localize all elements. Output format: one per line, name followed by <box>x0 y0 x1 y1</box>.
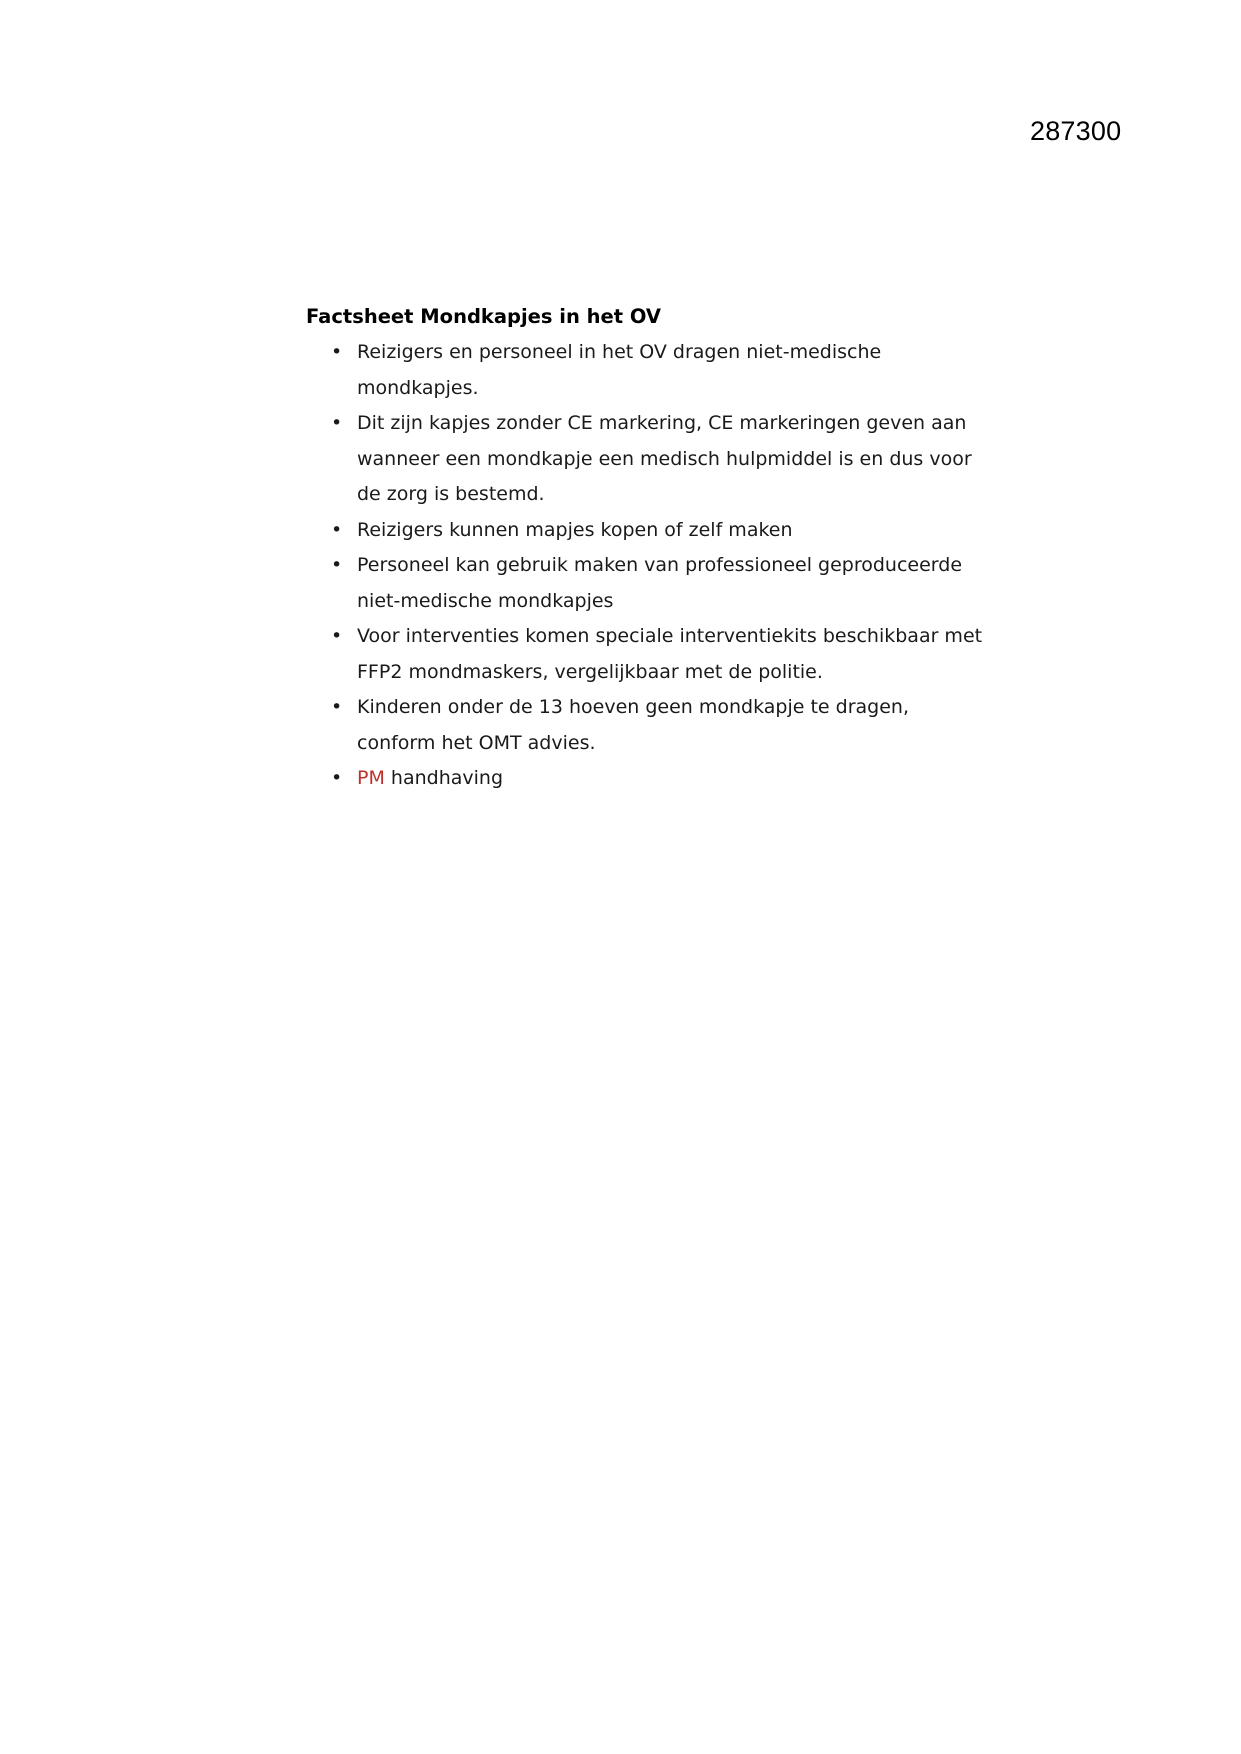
list-item-text: Personeel kan gebruik maken van professioneel geproduceerde niet-medische mondkapjes <box>357 554 963 612</box>
factsheet <box>306 304 986 797</box>
bullet-icon: • <box>331 767 343 789</box>
bullet-icon: • <box>331 341 343 363</box>
list-item <box>306 548 986 619</box>
list-item <box>306 406 986 513</box>
list-item-text: Voor interventies komen speciale interventiekits beschikbaar met FFP2 mondmaskers, vergelijkbaar met de politie. <box>357 625 983 683</box>
list-item <box>306 619 986 690</box>
bullet-icon: • <box>331 696 343 718</box>
list-item-text: Kinderen onder de 13 hoeven geen mondkapje te dragen, conform het OMT advies. <box>357 696 910 754</box>
list-item <box>306 513 986 549</box>
bullet-icon: • <box>331 518 343 541</box>
pm-marker: PM <box>357 767 385 789</box>
list-item <box>306 690 986 761</box>
list-item-text: Dit zijn kapjes zonder CE markering, CE markeringen geven aan wanneer een mondkapje een medisch hulpmiddel is en dus voor de zorg is bestemd. <box>357 412 972 505</box>
list-item-text: Reizigers en personeel in het OV dragen niet-medische mondkapjes. <box>357 341 882 399</box>
factsheet-title: Factsheet Mondkapjes in het OV <box>306 305 662 328</box>
list-item-text: handhaving <box>390 767 504 789</box>
list-item <box>306 761 986 797</box>
list-item <box>306 335 986 406</box>
list-item-text: Reizigers kunnen mapjes kopen of zelf maken <box>357 518 793 541</box>
bullet-icon: • <box>331 625 343 647</box>
bullet-icon: • <box>331 412 343 434</box>
bullet-list <box>306 335 986 797</box>
document-number: 287300 <box>1030 116 1122 146</box>
bullet-icon: • <box>331 554 343 576</box>
